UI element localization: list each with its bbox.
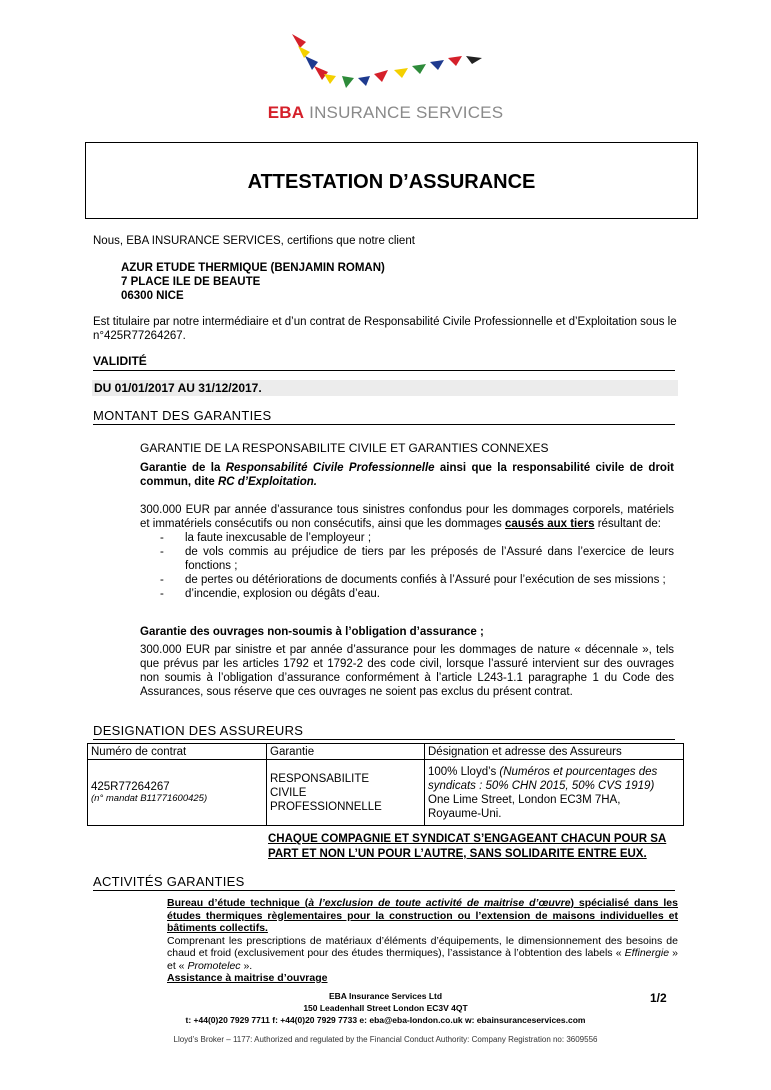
details-c2: Effinergie bbox=[624, 947, 670, 959]
client-city: 06300 NICE bbox=[121, 290, 184, 302]
footer-company: EBA Insurance Services Ltd bbox=[328, 991, 443, 1001]
rc-c: ainsi que la responsabilité civile de droit commun, dite bbox=[140, 462, 674, 488]
garantie-subheading: GARANTIE DE LA RESPONSABILITE CIVILE ET GARANTIES CONNEXES bbox=[140, 441, 549, 455]
mandat-number: (n° mandat B11771600425) bbox=[91, 793, 208, 804]
bullet-list bbox=[140, 531, 674, 601]
eba-logo-icon bbox=[270, 26, 500, 98]
garantie-line: CIVILE bbox=[270, 786, 307, 799]
activity-a3: ) spécialisé dans les études thermiques règlementaires pour la construction ou l’extension de maisons individuelles et bâtiments collectifs. bbox=[167, 897, 678, 934]
solidarity-line-2: PART ET NON L’UN POUR L’AUTRE, SANS SOLIDARITE ENTRE EUX. bbox=[268, 848, 647, 860]
table-row bbox=[88, 760, 684, 826]
ouvrages-heading: Garantie des ouvrages non-soumis à l’obligation d’assurance ; bbox=[140, 626, 484, 638]
intro-text: Nous, EBA INSURANCE SERVICES, certifions que notre client bbox=[93, 235, 415, 247]
footer-lloyds: Lloyd’s Broker – 1177: Authorized and regulated by the Financial Conduct Authority: Company Registration no: 3609556 bbox=[173, 1035, 598, 1044]
rc-b: Responsabilité Civile Professionnelle bbox=[225, 462, 435, 474]
assureurs-heading: DESIGNATION DES ASSUREURS bbox=[93, 723, 675, 740]
brand-bold: EBA bbox=[267, 103, 305, 122]
syndicates: (Numéros et pourcentages des syndicats : 50% CHN 2015, 50% CVS 1919) bbox=[428, 765, 658, 792]
brand-rest: INSURANCE SERVICES bbox=[304, 103, 504, 122]
garantie-line: RESPONSABILITE bbox=[270, 772, 370, 785]
list-item: - d’incendie, explosion ou dégâts d’eau. bbox=[140, 587, 674, 601]
validite-period: DU 01/01/2017 AU 31/12/2017. bbox=[92, 380, 678, 396]
header-contract: Numéro de contrat bbox=[88, 744, 267, 760]
ouvrages-text: 300.000 EUR par sinistre et par année d’assurance pour les dommages de nature « décennale », tels que prévus par les articles 1792 et 1792-2 des code civil, lorsque l’assuré intervient sur des ouvrages non soumis à l’obligation d’assurance conformément à l’article L243-1.1 paragraphe 1 du Code des Assurances, sous réserve que ces ouvrages ne soient pas exclus du présent contrat. bbox=[140, 644, 674, 698]
garantie-line: PROFESSIONNELLE bbox=[270, 800, 382, 813]
client-address: 7 PLACE ILE DE BEAUTE bbox=[121, 276, 261, 288]
contract-number: 425R77264267 bbox=[91, 781, 170, 793]
lloyds-share: 100% Lloyd’s bbox=[428, 765, 500, 778]
solidarity-clause bbox=[268, 832, 678, 862]
activites-block bbox=[167, 897, 678, 985]
validite-heading: VALIDITÉ bbox=[93, 354, 675, 371]
details-c3: » et « bbox=[167, 947, 679, 972]
insurer-country: Royaume-Uni. bbox=[428, 807, 502, 820]
page-number: 1/2 bbox=[650, 991, 667, 1005]
details-c5: ». bbox=[240, 959, 253, 972]
assureurs-table bbox=[87, 743, 684, 826]
amount-a: 300.000 EUR par année d’assurance tous sinistres confondus pour les dommages corporels, matériels et immatériels consécutifs ou non consécutifs, ainsi que les dommages bbox=[140, 504, 674, 530]
solidarity-line-1: CHAQUE COMPAGNIE ET SYNDICAT S’ENGAGEANT CHACUN POUR SA bbox=[268, 833, 667, 845]
amount-b: causés aux tiers bbox=[505, 518, 595, 530]
cell-contract bbox=[88, 760, 267, 826]
rc-d: RC d’Exploitation. bbox=[217, 476, 317, 488]
details-c4: Promotelec bbox=[187, 959, 241, 972]
activity-assistance: Assistance à maitrise d’ouvrage bbox=[167, 972, 328, 984]
activity-main bbox=[167, 897, 678, 935]
cell-assureurs bbox=[425, 760, 684, 826]
montant-heading: MONTANT DES GARANTIES bbox=[93, 408, 675, 425]
page-title: ATTESTATION D’ASSURANCE bbox=[247, 171, 536, 193]
footer-address: 150 Leadenhall Street London EC3V 4QT bbox=[303, 1003, 468, 1013]
title-box bbox=[85, 142, 698, 219]
rc-a: Garantie de la bbox=[140, 462, 226, 474]
amount-c: résultant de: bbox=[594, 518, 661, 530]
header-garantie: Garantie bbox=[267, 744, 425, 760]
cell-garantie bbox=[267, 760, 425, 826]
activity-details bbox=[167, 935, 678, 973]
table-header-row bbox=[88, 744, 684, 760]
list-item: - la faute inexcusable de l’employeur ; bbox=[140, 531, 674, 545]
amount-text bbox=[140, 503, 674, 531]
header-assureurs: Désignation et adresse des Assureurs bbox=[425, 744, 684, 760]
insurer-address: One Lime Street, London EC3M 7HA, bbox=[428, 793, 621, 806]
rc-text bbox=[140, 461, 674, 489]
activites-heading: ACTIVITÉS GARANTIES bbox=[93, 874, 675, 891]
contract-text: Est titulaire par notre intermédiaire et d’un contrat de Responsabilité Civile Professionnelle et d’Exploitation sous le n°425R77264267. bbox=[93, 316, 677, 342]
details-c1: Comprenant les prescriptions de matériaux d’éléments d’équipements, le dimensionnement des besoins de chaud et froid (exclusivement pour des études thermiques), l’assistance à l’obtention des labels « bbox=[167, 934, 678, 959]
brand-name bbox=[0, 103, 771, 123]
activity-a1: Bureau d’étude technique ( bbox=[167, 897, 309, 909]
list-item: - de pertes ou détériorations de documents confiés à l’Assuré pour l’exécution de ses missions ; bbox=[140, 573, 674, 587]
client-name: AZUR ETUDE THERMIQUE (BENJAMIN ROMAN) bbox=[121, 262, 385, 274]
footer-contacts: t: +44(0)20 7929 7711 f: +44(0)20 7929 7733 e: eba@eba-london.co.uk w: ebainsuranceservices.com bbox=[185, 1015, 586, 1025]
list-item: - de vols commis au préjudice de tiers par les préposés de l’Assuré dans l’exercice de leurs fonctions ; bbox=[140, 545, 674, 573]
activity-a2: à l’exclusion de toute activité de maitrise d’œuvre bbox=[308, 897, 571, 909]
client-block bbox=[121, 261, 385, 303]
